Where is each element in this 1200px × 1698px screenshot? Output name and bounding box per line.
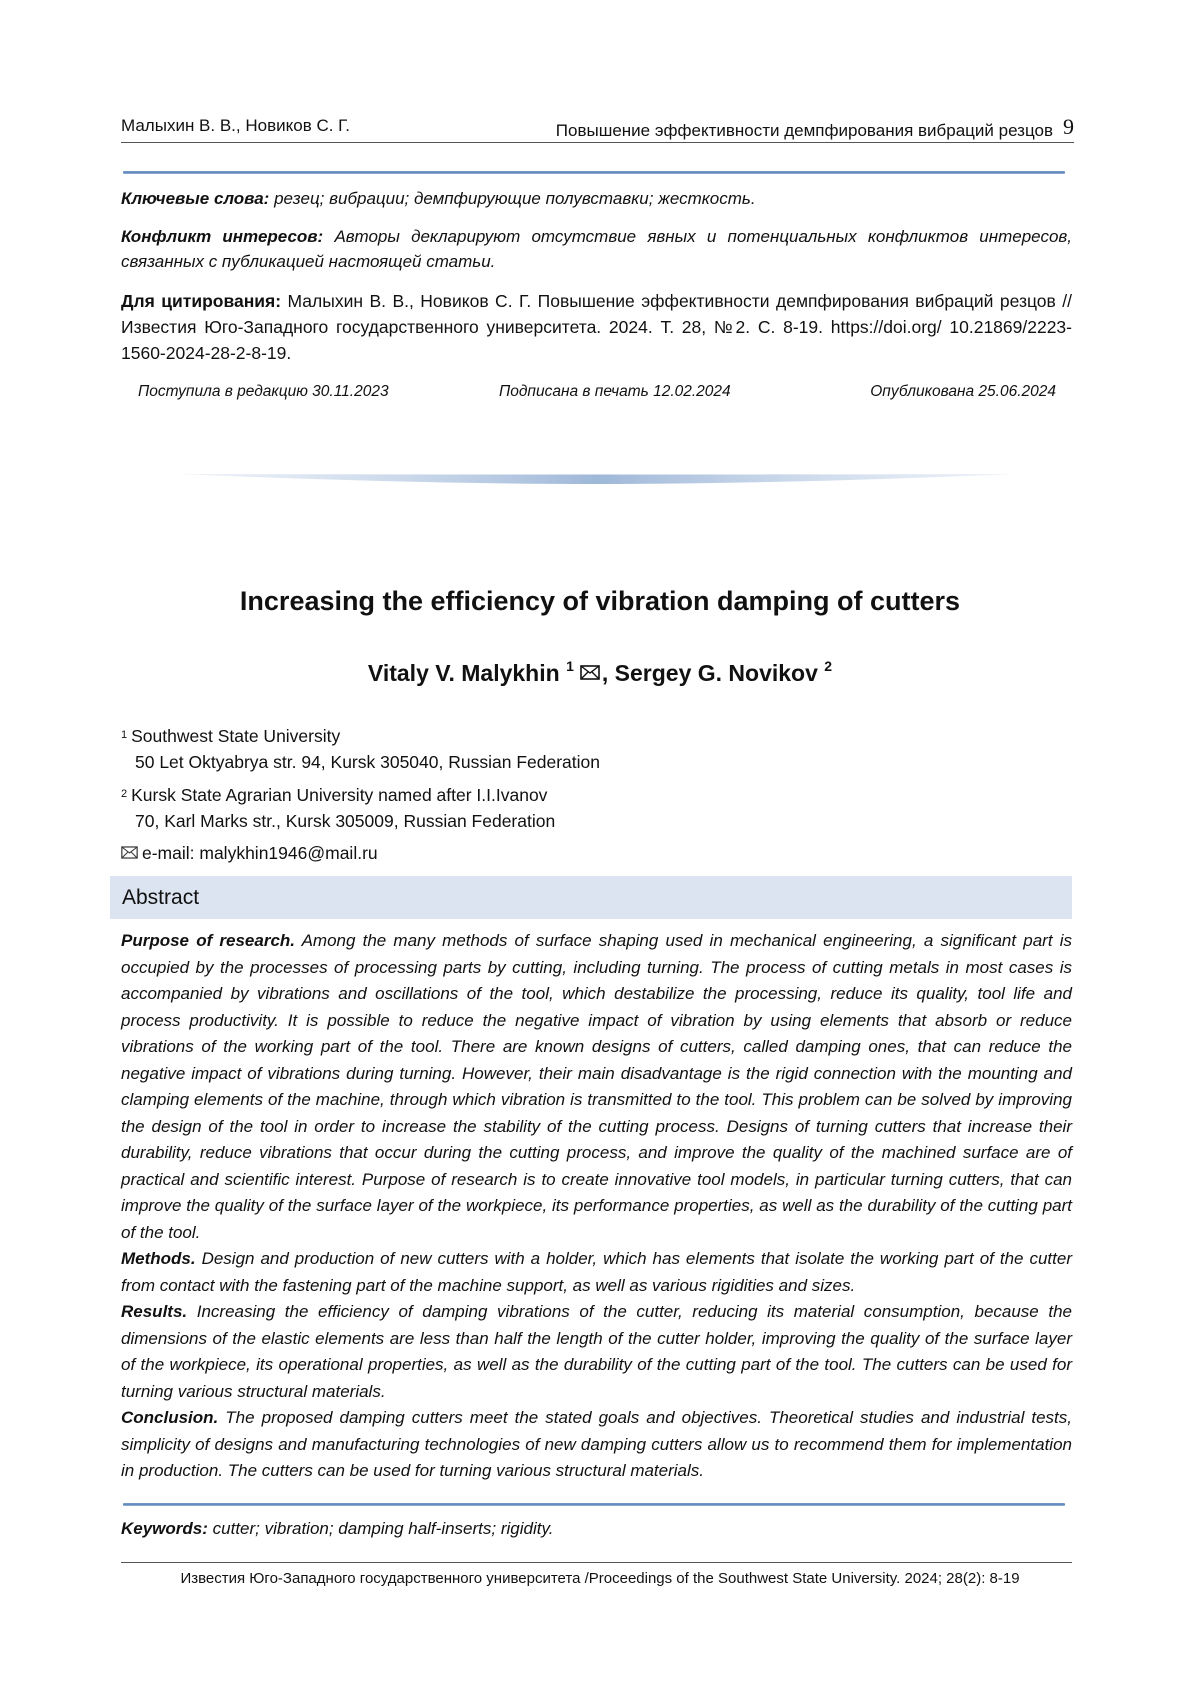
ru-conflict-label: Конфликт интересов:: [121, 227, 324, 246]
author-2-affil: 2: [824, 658, 833, 674]
blue-divider-top: [123, 171, 1065, 174]
methods-label: Methods.: [121, 1249, 196, 1268]
footer-rule: [121, 1562, 1072, 1563]
abstract-methods: [121, 1246, 1072, 1299]
abstract-heading-bar: [110, 876, 1072, 919]
author-2: , Sergey G. Novikov: [601, 660, 818, 686]
affiliation-1-address: 50 Let Oktyabrya str. 94, Kursk 305040, Russian Federation: [135, 752, 600, 772]
affiliation-2-sup: 2: [121, 788, 128, 800]
abstract-results: [121, 1299, 1072, 1405]
contact-email: [121, 840, 378, 866]
purpose-text: Among the many methods of surface shaping used in mechanical engineering, a significant part is occupied by the processes of processing parts by cutting, including turning. The process of cutting metals in most cases is accompanied by vibrations and oscillations of the tool, which destabilize the processing, reduce its quality, tool life and process productivity. It is possible to reduce the negative impact of vibration by using elements that absorb or reduce vibrations of the working part of the tool. There are known designs of cutters, called damping ones, that can reduce the negative impact of vibrations during turning. However, their main disadvantage is the rigid connection with the mounting and clamping elements of the machine, through which vibration is transmitted to the tool. This problem can be solved by improving the design of the tool in order to increase the stability of the cutting process. Designs of turning cutters that increase their durability, reduce vibrations that occur during the cutting process, and improve the quality of the machined surface are of practical and scientific interest. Purpose of research is to create innovative tool models, in particular turning cutters, that can improve the quality of the surface layer of the workpiece, its performance properties, as well as the durability of the cutting part of the tool.: [121, 931, 1072, 1242]
decorative-wave-divider: [178, 472, 1016, 484]
ru-keywords-label: Ключевые слова:: [121, 189, 270, 208]
date-signed: Подписана в печать 12.02.2024: [499, 383, 731, 400]
abstract-purpose: [121, 928, 1072, 1246]
article-title: Increasing the efficiency of vibration damping of cutters: [239, 586, 961, 616]
date-received: Поступила в редакцию 30.11.2023: [138, 383, 389, 400]
results-label: Results.: [121, 1302, 188, 1321]
ru-citation-text: Малыхин В. В., Новиков С. Г. Повышение эффективности демпфирования вибраций резцов // Известия Юго-Западного государственного университета. 2024. Т. 28, №2. С. 8-19. https://doi.org/ 10.21869/2223-1560-2024-28-2-8-19.: [121, 291, 1072, 363]
running-header: [121, 108, 1074, 143]
ru-conflict: [121, 224, 1072, 274]
ru-conflict-text: Авторы декларируют отсутствие явных и потенциальных конфликтов интересов, связанных с публикацией настоящей статьи.: [121, 227, 1073, 271]
header-title-group: [556, 116, 1074, 142]
affiliation-1-name: Southwest State University: [131, 726, 341, 746]
header-title: Повышение эффективности демпфирования вибраций резцов: [555, 121, 1053, 140]
affiliation-2: [121, 782, 555, 834]
article-authors: [0, 660, 1200, 687]
ru-citation: [121, 288, 1072, 366]
page-number: 9: [1063, 114, 1074, 139]
affiliation-2-address: 70, Karl Marks str., Kursk 305009, Russian Federation: [135, 811, 556, 831]
affiliation-2-name: Kursk State Agrarian University named after I.I.Ivanov: [131, 785, 548, 805]
purpose-label: Purpose of research.: [121, 931, 296, 950]
email-envelope-icon: [121, 846, 138, 859]
en-keywords-text: cutter; vibration; damping half-inserts; rigidity.: [207, 1519, 554, 1538]
author-1-affil: 1: [566, 658, 574, 674]
author-1: Vitaly V. Malykhin: [367, 660, 560, 686]
ru-citation-label: Для цитирования:: [121, 291, 282, 311]
affiliation-1: [121, 723, 600, 775]
results-text: Increasing the efficiency of damping vibrations of the cutter, reducing its material consumption, because the dimensions of the elastic elements are less than half the length of the cutter holder, improving the quality of the surface layer of the workpiece, its operational properties, as well as the durability of the cutting part of the tool. The cutters can be used for turning various structural materials.: [121, 1302, 1072, 1401]
blue-divider-bottom: [123, 1503, 1065, 1506]
en-keywords: [121, 1519, 553, 1539]
ru-keywords: [121, 186, 1072, 211]
abstract-conclusion: [121, 1405, 1072, 1485]
conclusion-label: Conclusion.: [121, 1408, 219, 1427]
methods-text: Design and production of new cutters with a holder, which has elements that isolate the working part of the cutter from contact with the fastening part of the machine support, as well as various rigidities and sizes.: [121, 1249, 1072, 1295]
email-text[interactable]: e-mail: malykhin1946@mail.ru: [142, 843, 378, 863]
running-footer: Известия Юго-Западного государственного университета /Proceedings of the Southwest State University. 2024; 28(2): 8-19: [180, 1570, 1020, 1587]
conclusion-text: The proposed damping cutters meet the stated goals and objectives. Theoretical studies and industrial tests, simplicity of designs and manufacturing technologies of new damping cutters allow us to recommend them for implementation in production. The cutters can be used for turning various structural materials.: [121, 1408, 1072, 1480]
abstract-heading: Abstract: [122, 886, 200, 909]
abstract-body: [121, 928, 1072, 1485]
affiliation-1-sup: 1: [121, 729, 128, 741]
envelope-icon: [580, 665, 600, 680]
date-published: Опубликована 25.06.2024: [870, 383, 1056, 400]
header-authors: Малыхин В. В., Новиков С. Г.: [121, 116, 351, 135]
en-keywords-label: Keywords:: [121, 1519, 208, 1538]
ru-keywords-text: резец; вибрации; демпфирующие полувставки; жесткость.: [269, 189, 756, 208]
